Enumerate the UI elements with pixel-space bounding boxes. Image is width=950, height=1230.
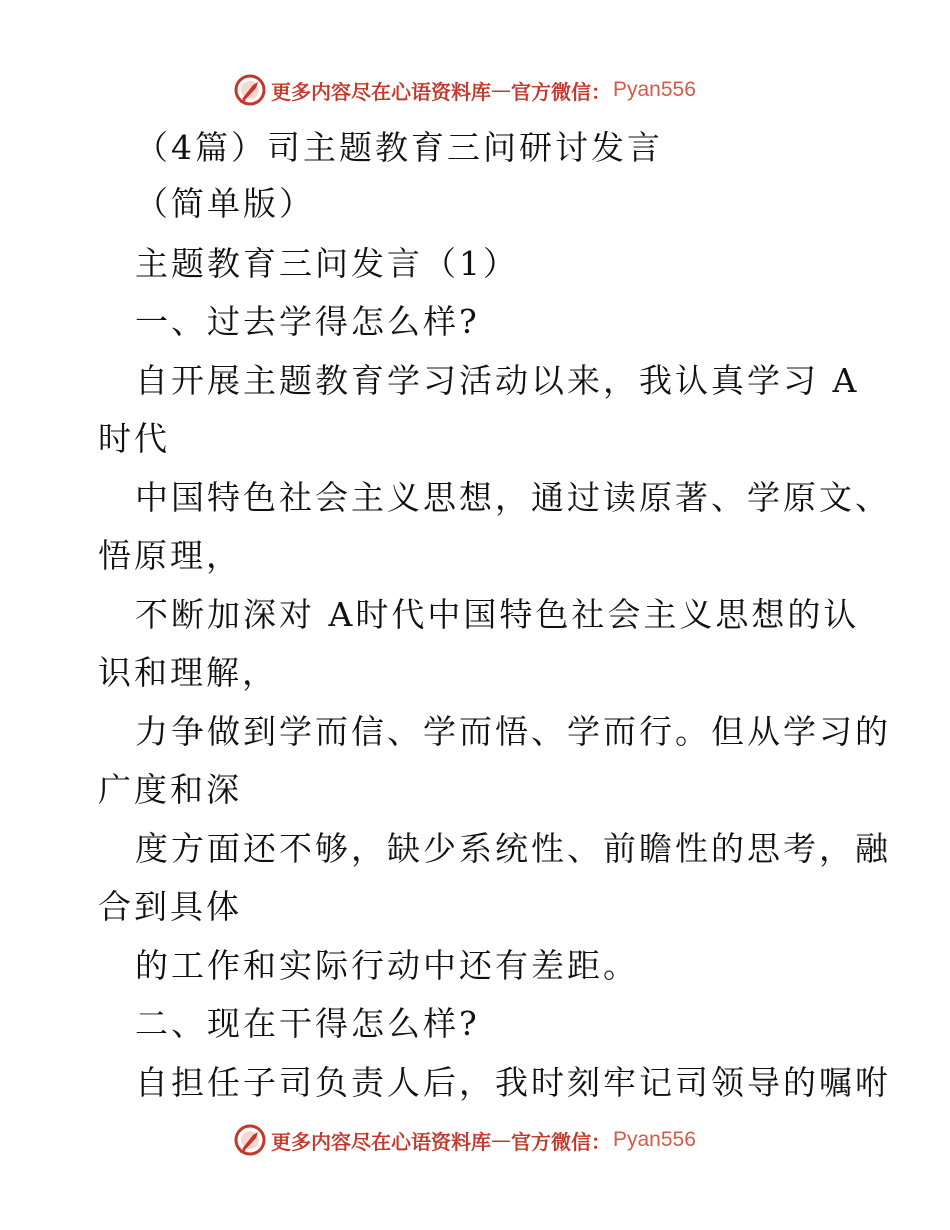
paragraph-line: 广度和深 (98, 770, 242, 809)
watermark-dash: — (491, 78, 511, 102)
footer-watermark (233, 1122, 696, 1158)
watermark-wechat-id: Pyan556 (613, 78, 696, 101)
pen-nib-logo-icon (233, 1123, 267, 1157)
paragraph-line: 时代 (98, 419, 170, 458)
question-heading-2: 二、现在干得怎么样? (135, 1004, 480, 1043)
paragraph-line: 自开展主题教育学习活动以来，我认真学习 A (135, 361, 860, 400)
watermark-text: 更多内容尽在心语资料库 (271, 79, 491, 104)
section-heading: 主题教育三问发言（1） (135, 244, 519, 283)
paragraph-line: 度方面还不够，缺少系统性、前瞻性的思考，融 (135, 829, 891, 868)
paragraph-line: 中国特色社会主义思想，通过读原著、学原文、 (135, 478, 891, 517)
document-title: （4篇）司主题教育三问研讨发言 (135, 128, 663, 167)
document-subtitle: （简单版） (135, 184, 315, 223)
paragraph-line: 识和理解， (98, 653, 278, 692)
watermark-wechat-id: Pyan556 (613, 1128, 696, 1151)
paragraph-line: 的工作和实际行动中还有差距。 (135, 946, 639, 985)
watermark-text: 更多内容尽在心语资料库 (271, 1129, 491, 1154)
paragraph-line: 自担任子司负责人后，我时刻牢记司领导的嘱咐 (135, 1063, 891, 1102)
header-watermark (233, 72, 696, 108)
question-heading-1: 一、过去学得怎么样? (135, 302, 480, 341)
paragraph-line: 合到具体 (98, 887, 242, 926)
watermark-wechat-label: 官方微信： (511, 79, 611, 104)
paragraph-line: 悟原理， (98, 536, 242, 575)
watermark-wechat-label: 官方微信： (511, 1129, 611, 1154)
paragraph-line: 力争做到学而信、学而悟、学而行。但从学习的 (135, 712, 891, 751)
paragraph-line: 不断加深对 A时代中国特色社会主义思想的认 (135, 595, 860, 634)
pen-nib-logo-icon (233, 73, 267, 107)
watermark-dash: — (491, 1128, 511, 1152)
